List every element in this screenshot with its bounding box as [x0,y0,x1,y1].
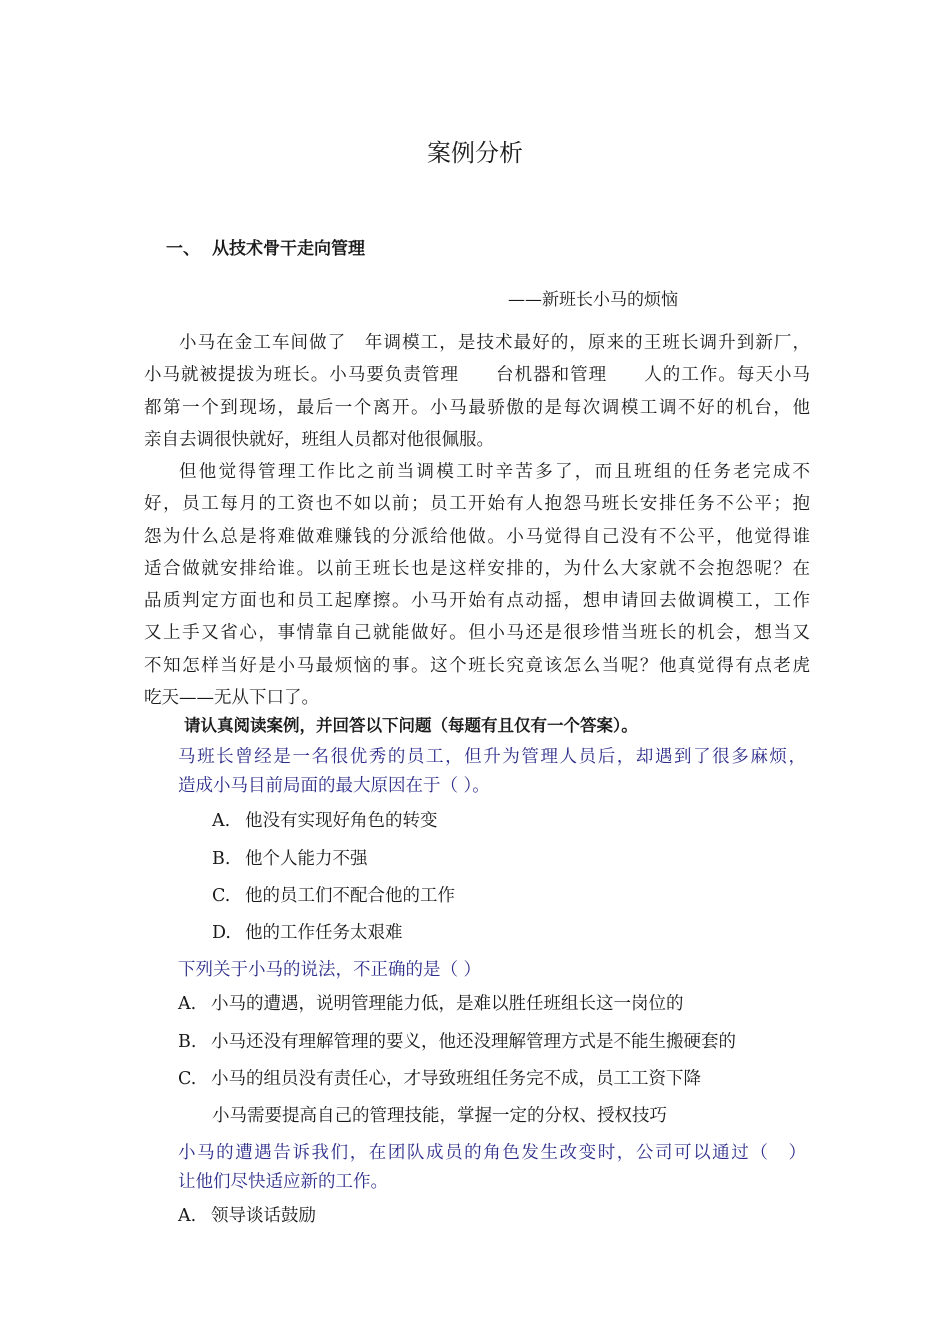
section-heading-text: 从技术骨干走向管理 [212,239,365,259]
question-2-option-d[interactable] [212,1103,667,1129]
question-2-option-a[interactable] [178,991,684,1017]
question-line: 让他们尽快适应新的工作。 [178,1172,388,1192]
question-2-option-c[interactable] [178,1066,701,1092]
question-1-stem [178,743,806,801]
paragraph-line: 小马就被提拔为班长。小马要负责管理 台机器和管理 人的工作。每天小马 [144,365,810,386]
option-text: 小马的组员没有责任心，才导致班组任务完不成，员工工资下降 [211,1069,701,1089]
paragraph-line: 好，员工每月的工资也不如以前；员工开始有人抱怨马班长安排任务不公平；抱 [144,494,810,515]
option-letter: C. [178,1069,197,1089]
option-text: 他个人能力不强 [245,849,368,869]
option-text: 领导谈话鼓励 [211,1206,316,1226]
question-2-stem [178,956,806,985]
option-text: 小马的遭遇，说明管理能力低，是难以胜任班组长这一岗位的 [211,994,684,1014]
question-line: 马班长曾经是一名很优秀的员工，但升为管理人员后，却遇到了很多麻烦， [178,747,806,767]
question-3-stem [178,1139,806,1197]
case-subtitle: ——新班长小马的烦恼 [508,290,678,310]
case-paragraph-2 [144,456,810,714]
option-letter: A. [178,1206,197,1226]
case-paragraph-1 [144,327,810,456]
option-text: 他没有实现好角色的转变 [245,811,438,831]
option-text: 他的员工们不配合他的工作 [245,886,455,906]
question-1-option-a[interactable] [212,808,438,834]
paragraph-line: 但他觉得管理工作比之前当调模工时辛苦多了，而且班组的任务老完成不 [179,462,810,482]
question-line: 下列关于小马的说法，不正确的是（ ） [178,960,482,980]
option-letter: A. [212,811,231,831]
instruction-text: 请认真阅读案例，并回答以下问题（每题有且仅有一个答案）。 [184,716,638,735]
option-text: 他的工作任务太艰难 [245,923,403,943]
option-letter: B. [212,849,231,869]
paragraph-line: 怨为什么总是将难做难赚钱的分派给他做。小马觉得自己没有不公平，他觉得谁 [144,526,810,547]
question-3-option-a[interactable] [178,1203,316,1229]
question-1-option-c[interactable] [212,883,455,909]
option-text: 小马需要提高自己的管理技能，掌握一定的分权、授权技巧 [212,1106,667,1126]
question-2-option-b[interactable] [178,1029,736,1055]
option-text: 小马还没有理解管理的要义，他还没理解管理方式是不能生搬硬套的 [211,1032,736,1052]
option-letter: A. [178,994,197,1014]
paragraph-line: 不知怎样当好是小马最烦恼的事。这个班长究竟该怎么当呢？他真觉得有点老虎 [144,655,810,676]
question-line: 造成小马目前局面的最大原因在于（ ）。 [178,776,490,796]
question-1-option-d[interactable] [212,920,403,946]
section-heading [166,237,365,261]
option-letter: B. [178,1032,197,1052]
paragraph-line: 适合做就安排给谁。以前王班长也是这样安排的，为什么大家就不会抱怨呢？在 [144,558,810,579]
option-letter: C. [212,886,231,906]
section-number: 一、 [166,239,200,259]
paragraph-line: 品质判定方面也和员工起摩擦。小马开始有点动摇，想申请回去做调模工，工作 [144,591,810,612]
page-title: 案例分析 [427,139,523,167]
paragraph-line: 都第一个到现场，最后一个离开。小马最骄傲的是每次调模工调不好的机台，他 [144,397,810,418]
question-1-option-b[interactable] [212,846,368,872]
paragraph-line: 亲自去调很快就好，班组人员都对他很佩服。 [144,429,494,450]
paragraph-line: 小马在金工车间做了 年调模工，是技术最好的，原来的王班长调升到新厂， [179,333,810,353]
option-letter: D. [212,923,231,943]
question-line: 小马的遭遇告诉我们，在团队成员的角色发生改变时，公司可以通过（ ） [178,1143,806,1163]
paragraph-line: 吃天——无从下口了。 [144,688,319,709]
paragraph-line: 又上手又省心，事情靠自己就能做好。但小马还是很珍惜当班长的机会，想当又 [144,623,810,644]
